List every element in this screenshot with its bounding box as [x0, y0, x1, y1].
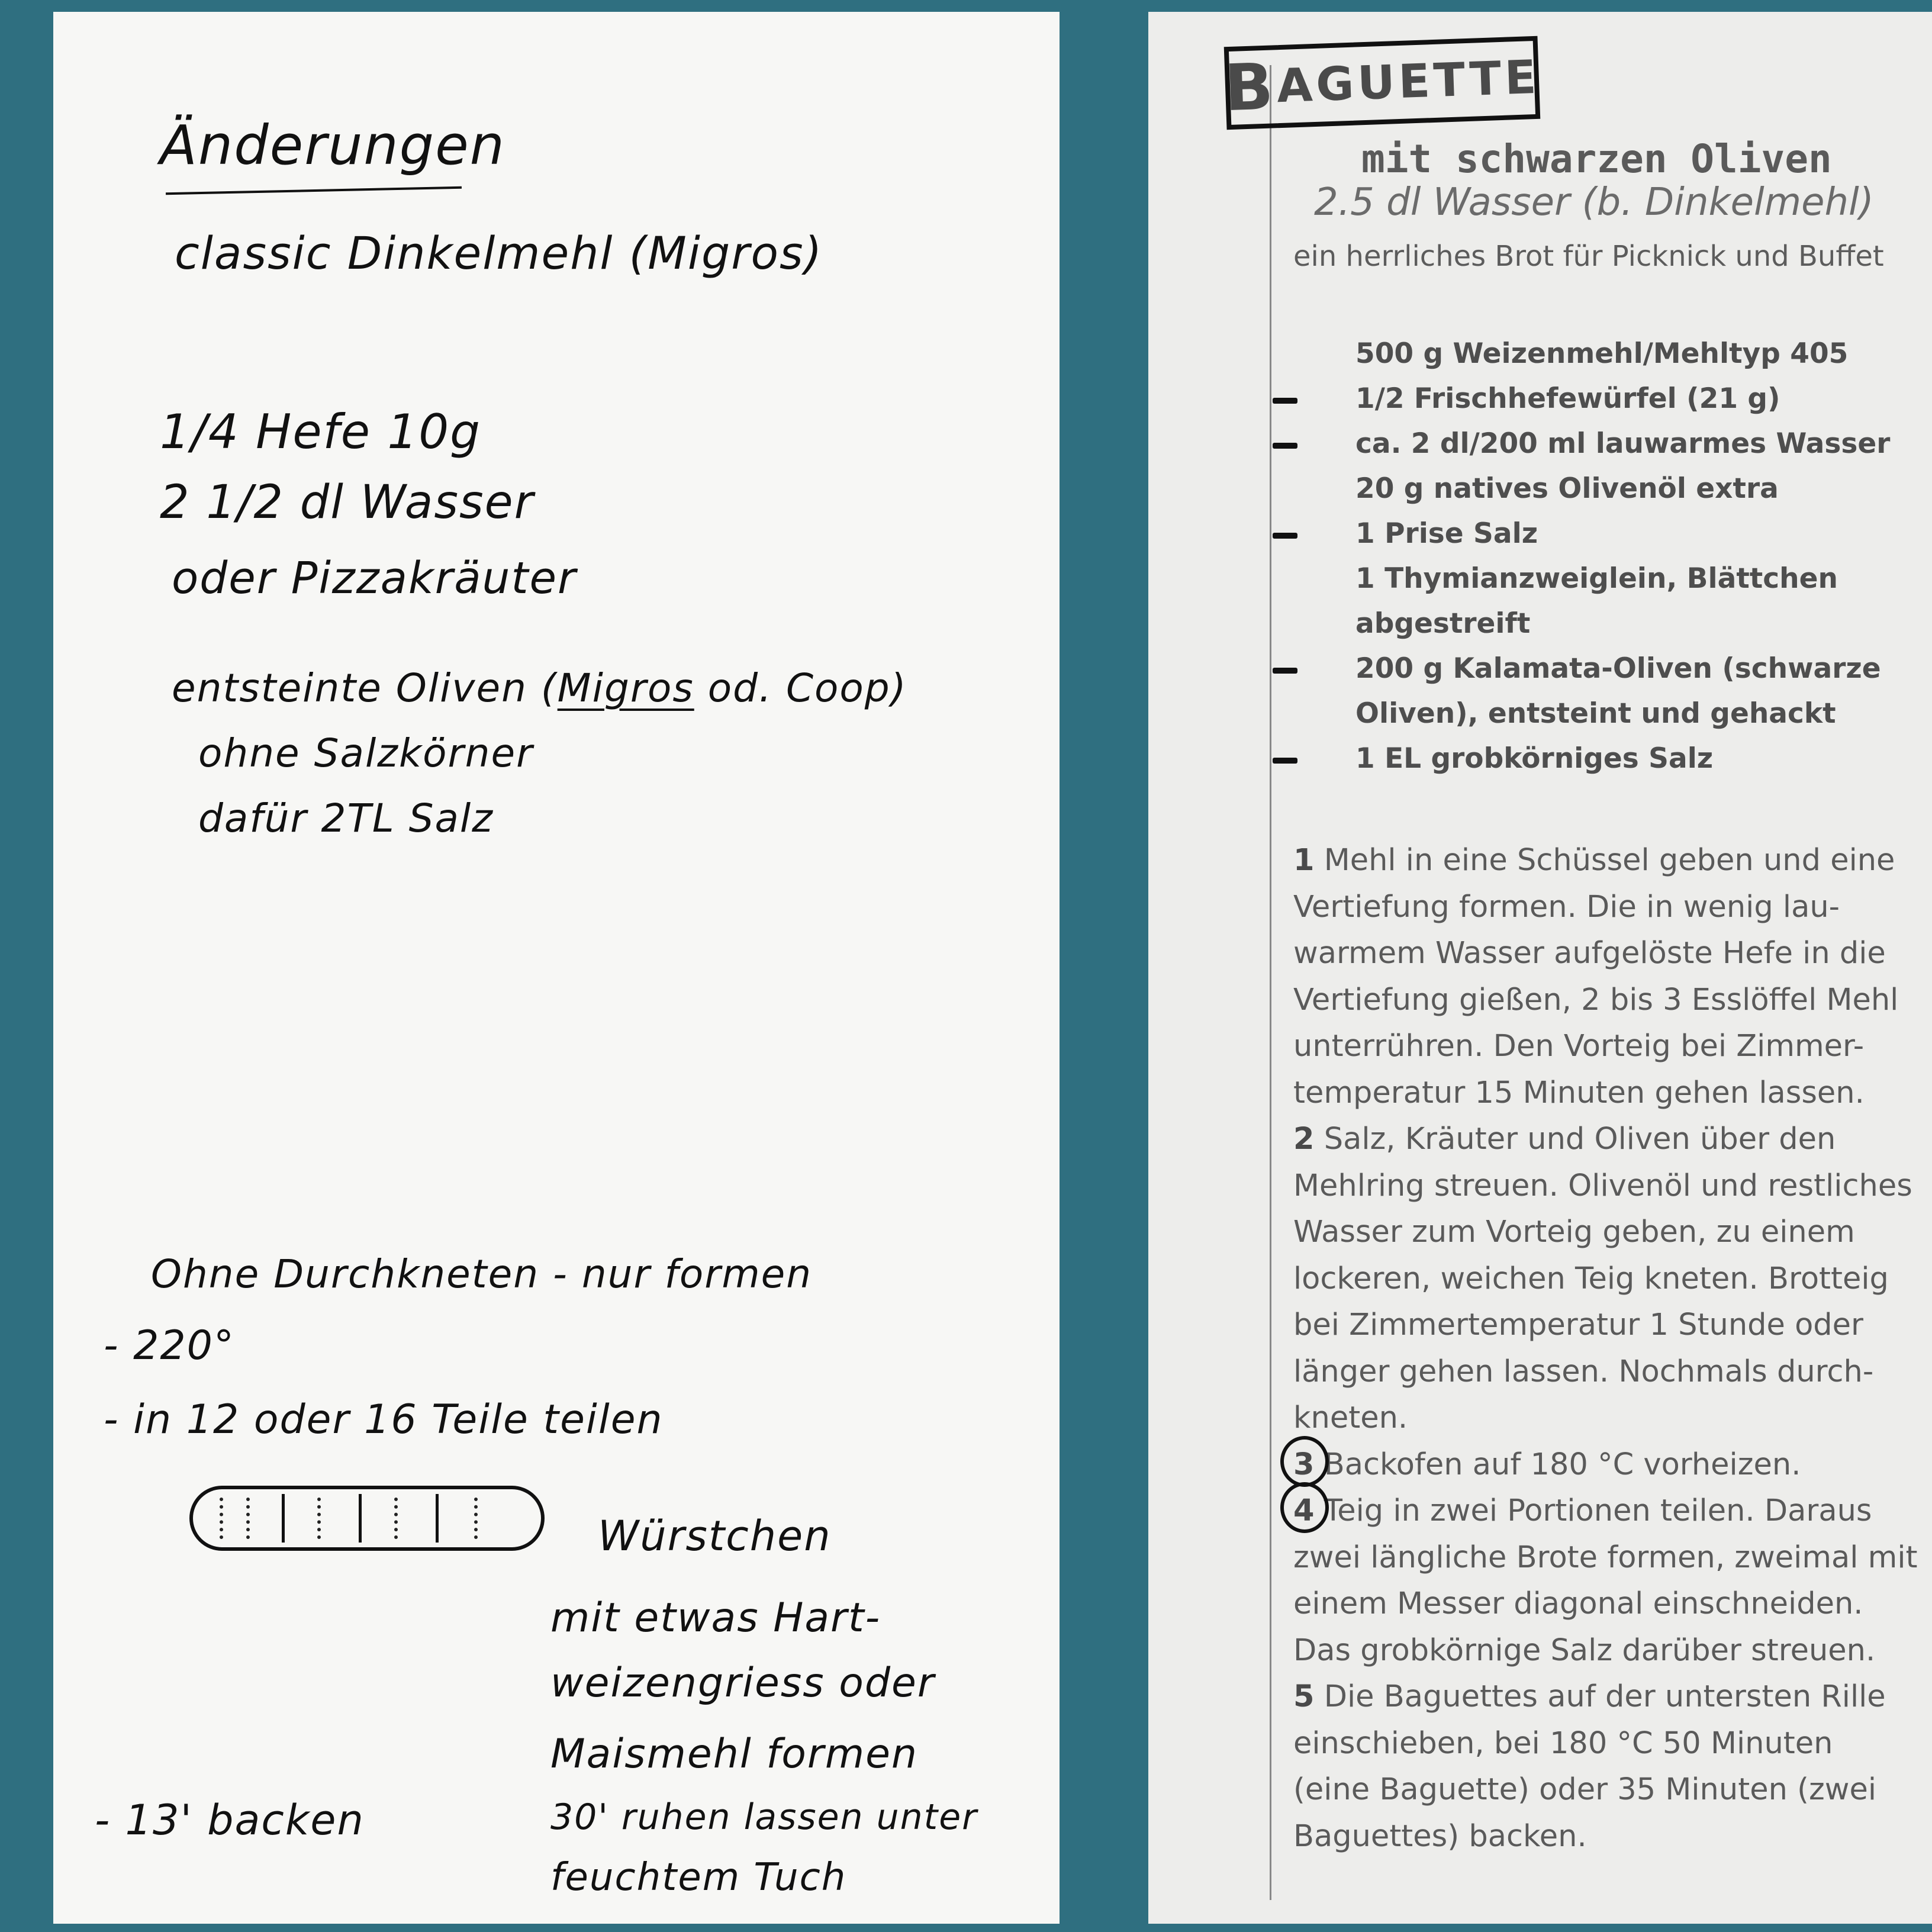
ingredient-text: 20 g natives Olivenöl extra — [1355, 472, 1779, 505]
instruction-text: einschieben, bei 180 °C 50 Minuten — [1293, 1725, 1833, 1761]
instruction-text: lockeren, weichen Teig kneten. Brotteig — [1293, 1261, 1889, 1296]
ingredient-item — [1355, 646, 1890, 691]
instruction-line — [1293, 1488, 1921, 1535]
instruction-text: länger gehen lassen. Nochmals durch- — [1293, 1354, 1874, 1389]
instruction-line — [1293, 1442, 1921, 1489]
handwritten-dash-mark — [1273, 533, 1297, 539]
handwritten-dash-mark — [1273, 443, 1297, 449]
ingredient-text: 1/2 Frischhefewürfel (21 g) — [1355, 382, 1780, 415]
note-line-sausages: Würstchen — [598, 1512, 832, 1560]
title-underline — [166, 186, 462, 195]
instruction-line — [1293, 1163, 1921, 1210]
instruction-line — [1293, 1535, 1921, 1582]
note-line-cornmeal: Maismehl formen — [550, 1731, 919, 1778]
step-number: 4 — [1293, 1488, 1315, 1535]
instruction-text: unterrühren. Den Vorteig bei Zimmer- — [1293, 1029, 1865, 1064]
printed-recipe-sheet — [1148, 12, 1932, 1924]
note-line-olives — [172, 665, 907, 711]
note-line-cloth: feuchtem Tuch — [550, 1856, 847, 1899]
instruction-text: Teig in zwei Portionen teilen. Daraus — [1324, 1493, 1872, 1528]
note-line-divide: - in 12 oder 16 Teile teilen — [104, 1396, 664, 1443]
olives-text-before: entsteinte Oliven ( — [172, 665, 558, 711]
note-line-rest: 30' ruhen lassen unter — [550, 1796, 978, 1838]
instruction-text: Baguettes) backen. — [1293, 1818, 1587, 1854]
note-line-no-kneading: Ohne Durchkneten - nur formen — [151, 1251, 813, 1297]
ingredient-item — [1355, 331, 1890, 376]
instruction-line — [1293, 884, 1921, 931]
instruction-text: Vertiefung gießen, 2 bis 3 Esslöffel Mehl — [1293, 982, 1899, 1017]
note-line-salt: dafür 2TL Salz — [198, 796, 494, 841]
olives-text-underlined: Migros — [557, 665, 694, 711]
ingredient-item — [1355, 421, 1890, 466]
instruction-line — [1293, 1628, 1921, 1675]
instruction-text: Mehlring streuen. Olivenöl und restliches — [1293, 1168, 1912, 1203]
ingredient-text: abgestreift — [1355, 607, 1531, 640]
instruction-line — [1293, 838, 1921, 884]
instruction-text: Vertiefung formen. Die in wenig lau- — [1293, 889, 1840, 925]
handwritten-dash-mark — [1273, 758, 1297, 764]
instruction-line — [1293, 1256, 1921, 1303]
recipe-tagline: ein herrliches Brot für Picknick und Buffet — [1293, 240, 1884, 273]
instruction-text: warmem Wasser aufgelöste Hefe in die — [1293, 936, 1886, 971]
instruction-line — [1293, 1023, 1921, 1070]
instruction-text: zwei längliche Brote formen, zweimal mit — [1293, 1540, 1918, 1575]
note-line-flour: classic Dinkelmehl (Migros) — [175, 227, 823, 279]
ingredient-item — [1355, 601, 1890, 646]
handwritten-dash-mark — [1273, 398, 1297, 404]
instruction-line — [1293, 930, 1921, 977]
instruction-line — [1293, 1395, 1921, 1442]
instruction-text: Backofen auf 180 °C vorheizen. — [1324, 1447, 1801, 1482]
instruction-text: Salz, Kräuter und Oliven über den — [1324, 1122, 1836, 1157]
note-line-bake-time: - 13' backen — [95, 1796, 365, 1844]
instruction-steps — [1293, 838, 1921, 1860]
instruction-text: Wasser zum Vorteig geben, zu einem — [1293, 1215, 1855, 1250]
note-line-no-salt-grains: ohne Salzkörner — [198, 730, 534, 776]
ingredient-item — [1355, 376, 1890, 421]
note-line-herbs: oder Pizzakräuter — [172, 553, 577, 604]
instruction-text: einem Messer diagonal einschneiden. — [1293, 1586, 1863, 1621]
step-number: 3 — [1293, 1442, 1315, 1489]
instruction-text: bei Zimmertemperatur 1 Stunde oder — [1293, 1308, 1864, 1342]
ingredient-item — [1355, 691, 1890, 736]
ingredient-item — [1355, 466, 1890, 511]
ingredient-item — [1355, 511, 1890, 556]
recipe-title-box — [1224, 36, 1541, 130]
note-line-durum-1: mit etwas Hart- — [550, 1595, 881, 1641]
instruction-line — [1293, 977, 1921, 1024]
note-title: Änderungen — [160, 114, 505, 177]
instruction-line — [1293, 1721, 1921, 1767]
ingredient-text: ca. 2 dl/200 ml lauwarmes Wasser — [1355, 427, 1891, 460]
recipe-subtitle: mit schwarzen Oliven — [1361, 136, 1832, 182]
instruction-line — [1293, 1674, 1921, 1721]
ingredient-text: 200 g Kalamata-Oliven (schwarze — [1355, 652, 1881, 685]
instruction-line — [1293, 1070, 1921, 1117]
note-line-durum-2: weizengriess oder — [550, 1660, 935, 1706]
step-number: 5 — [1293, 1679, 1315, 1714]
note-line-temperature: - 220° — [104, 1322, 235, 1369]
ingredient-text: 1 Prise Salz — [1355, 517, 1538, 550]
handwritten-dash-mark — [1273, 668, 1297, 674]
instruction-line — [1293, 1581, 1921, 1628]
instruction-text: Mehl in eine Schüssel geben und eine — [1324, 843, 1895, 878]
ingredient-text: 1 EL grobkörniges Salz — [1355, 742, 1714, 775]
instruction-text: (eine Baguette) oder 35 Minuten (zwei — [1293, 1772, 1877, 1807]
olives-text-after: od. Coop) — [694, 665, 907, 711]
instruction-line — [1293, 1349, 1921, 1396]
recipe-handwritten-water-note: 2.5 dl Wasser (b. Dinkelmehl) — [1314, 181, 1874, 224]
instruction-line — [1293, 1302, 1921, 1349]
step-number: 2 — [1293, 1122, 1315, 1157]
margin-line — [1270, 65, 1271, 1900]
ingredient-list — [1355, 331, 1890, 781]
instruction-line — [1293, 1814, 1921, 1860]
instruction-line — [1293, 1767, 1921, 1814]
step-number: 1 — [1293, 843, 1315, 878]
instruction-text: kneten. — [1293, 1400, 1408, 1435]
instruction-text: temperatur 15 Minuten gehen lassen. — [1293, 1075, 1865, 1110]
loaf-sketch-icon — [189, 1486, 545, 1551]
ingredient-item — [1355, 736, 1890, 781]
ingredient-text: Oliven), entsteint und gehackt — [1355, 697, 1836, 730]
instruction-line — [1293, 1116, 1921, 1163]
recipe-title-initial: B — [1223, 49, 1279, 125]
ingredient-text: 500 g Weizenmehl/Mehltyp 405 — [1355, 337, 1849, 370]
recipe-title-rest: AGUETTE — [1276, 50, 1541, 114]
handwritten-note-sheet — [53, 12, 1060, 1924]
instruction-text: Das grobkörnige Salz darüber streuen. — [1293, 1632, 1876, 1668]
note-line-water: 2 1/2 dl Wasser — [160, 476, 534, 529]
instruction-text: Die Baguettes auf der untersten Rille — [1324, 1679, 1886, 1714]
ingredient-text: 1 Thymianzweiglein, Blättchen — [1355, 562, 1838, 595]
instruction-line — [1293, 1209, 1921, 1256]
ingredient-item — [1355, 556, 1890, 601]
note-line-yeast: 1/4 Hefe 10g — [160, 404, 481, 459]
